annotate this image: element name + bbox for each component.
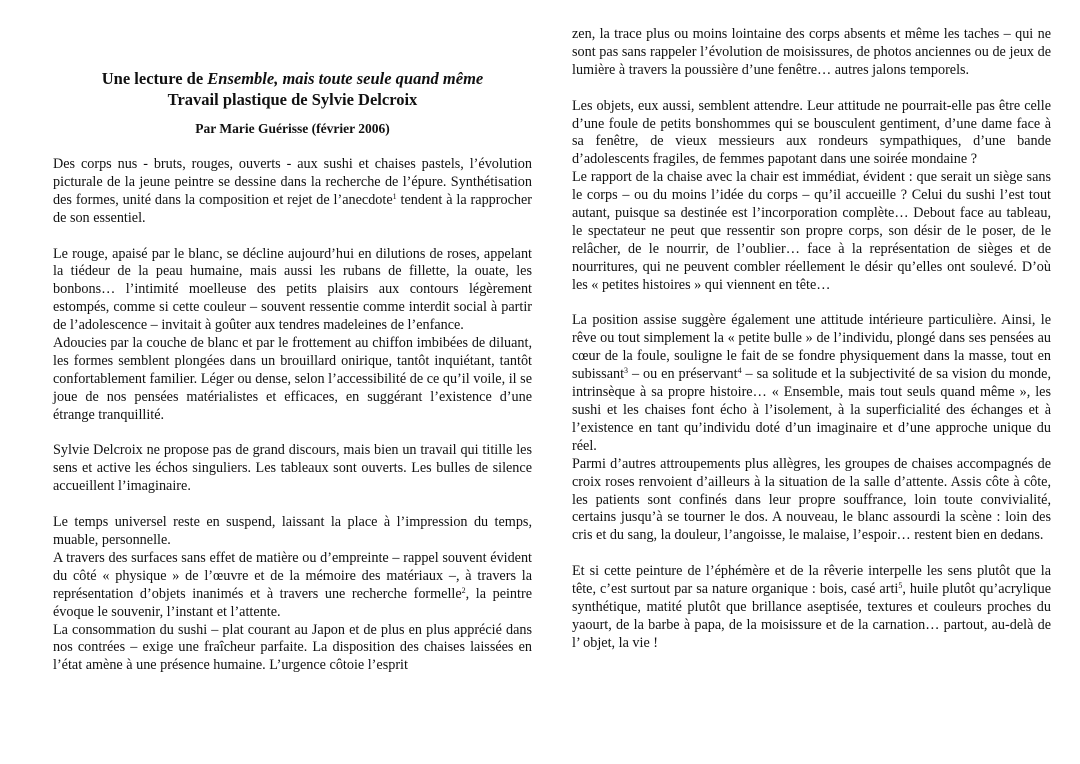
right-paragraph-4: [572, 312, 1051, 455]
left-p6-text: A travers des surfaces sans effet de matière ou d’empreinte – rappel souvent évident du côté « physique » de l’œuvre et de la mémoire des matériaux –, à travers la représentation d’objets inanimés et à travers une recherche formelle: [53, 549, 532, 602]
left-paragraph-5: Le temps universel reste en suspend, laissant la place à l’impression du temps, muable, personnelle.: [53, 514, 532, 548]
right-paragraph-1: zen, la trace plus ou moins lointaine des corps absents et même les taches – qui ne sont pas sans rappeler l’évolution de moisissures, de photos anciennes ou de jeux de lumière à travers la poussière d’une fenêtre… autres jalons temporels.: [572, 26, 1051, 78]
right-p4-text-c: – sa solitude et la subjectivité de sa vision du monde, intrinsèque à sa propre histoire… « Ensemble, mais tout seuls quand même », les sushi et les chaises font écho à l’isolement, à la superficialité des échanges et à l’existence en tant qu’individu doté d’un imaginaire et d’une approche unique du réel.: [572, 366, 1051, 454]
right-paragraph-2: Les objets, eux aussi, semblent attendre. Leur attitude ne pourrait-elle pas être celle d’une foule de petits bonshommes qui se bousculent gentiment, d’une dame face à sa fenêtre, de vieux messieurs aux rondeurs sympathiques, d’une bande d’adolescents fragiles, de femmes papotant dans une soirée mondaine ?: [572, 97, 1051, 168]
right-paragraph-5: Parmi d’autres attroupements plus allègres, les groupes de chaises accompagnés de croix roses renvoient d’ailleurs à la situation de la salle d’attente. Assis côte à côte, les patients sont confinés dans leur propre souffrance, loin toute convivialité, certains jusqu’à se tourner le dos. A nouveau, le blanc assourdi la scène : loin des cris et du sang, la douleur, l’angoisse, le malaise, l’espoir… restent bien en dedans.: [572, 455, 1051, 544]
title-prefix: Une lecture de: [101, 69, 208, 88]
right-column: [572, 0, 1051, 653]
right-p6-text-after: , huile plutôt qu’acrylique synthétique, matité plutôt que brillance aseptisée, textures et couleurs proches du yaourt, de la barbe à papa, de la moisissure et de la carnation… partout, au-delà de l’ objet, la vie !: [572, 581, 1052, 651]
left-paragraph-6: [53, 550, 532, 622]
left-paragraph-3: Adoucies par la couche de blanc et par le frottement au chiffon imbibées de diluant, les formes semblent plongées dans un brouillard onirique, tantôt inquiétant, tantôt confortablement familier. Léger ou dense, selon l’accessibilité de ce qu’il voile, il se joue de nos pensées matérialistes et efficaces, en suggérant l’existence d’une étrange tranquillité.: [53, 335, 532, 423]
footnote-ref-3: 3: [624, 366, 629, 376]
right-paragraph-3: Le rapport de la chaise avec la chair est immédiat, évident : que serait un siège sans le corps – ou du moins l’idée du corps – qu’il accueille ? Celui du sushi l’est tout autant, puisque sa destinée est l’incorporation complète… Debout face au tableau, le spectateur ne peut que ressentir son propre corps, son désir de le poser, de le relâcher, de le nourrir, de l’oublier… face à la représentation de sièges et de nourritures, qui ne peuvent combler réellement le désir qu’elles ont soulevé. D’où les « petites histoires » qui viennent en tête…: [572, 169, 1051, 293]
left-p6-text-after: , la peintre évoque le souvenir, l’instant et l’attente.: [53, 585, 532, 620]
left-p1-text-after: tendent à la rapprocher de son essentiel.: [53, 191, 532, 226]
title-italic-work-name: Ensemble, mais toute seule quand même: [207, 69, 484, 88]
right-p4-text-b: – ou en préservant: [628, 366, 738, 383]
title-line-2: Travail plastique de Sylvie Delcroix: [167, 90, 418, 109]
footnote-ref-5: 5: [898, 581, 903, 591]
footnote-ref-4: 4: [737, 366, 742, 376]
right-paragraph-6: [572, 563, 1051, 653]
footnote-ref-2: 2: [461, 585, 466, 595]
left-paragraph-7: La consommation du sushi – plat courant au Japon et de plus en plus apprécié dans nos contrées – exige une fraîcheur parfaite. La disposition des chaises laissées en l’état amène à une présence humaine. L’urgence côtoie l’esprit: [53, 621, 532, 674]
footnote-ref-1: 1: [392, 191, 397, 201]
left-paragraph-2: Le rouge, apaisé par le blanc, se décline aujourd’hui en dilutions de roses, appelant la tiédeur de la peau humaine, mais aussi les rubans de fillette, la ouate, les bonbons… l’intimité moelleuse des petits plaisirs aux contours légèrement estompés, comme si cette couleur – souvent ressentie comme interdit social à partir de l’adolescence – invitait à goûter aux tendres madeleines de l’enfance.: [53, 245, 532, 334]
left-column: [53, 0, 532, 675]
left-p1-text: Des corps nus - bruts, rouges, ouverts - aux sushi et chaises pastels, l’évolution picturale de la jeune peintre se dessine dans la recherche de l’épure. Synthétisation des formes, unité dans la composition et rejet de l’anecdote: [53, 156, 532, 208]
title-line-1: [53, 68, 532, 89]
byline: Par Marie Guérisse (février 2006): [195, 121, 390, 136]
left-paragraph-1: [53, 156, 532, 228]
right-p4-text-a: La position assise suggère également une attitude intérieure particulière. Ainsi, le rêve ou tout simplement la « petite bulle » de l’individu, plongé dans ses pensées au cœur de la foule, souligne le fait de se fondre physiquement dans la masse, tout en subissant: [572, 312, 1051, 383]
right-p6-text: Et si cette peinture de l’éphémère et de la rêverie interpelle les sens plutôt que la tête, c’est surtout par sa nature organique : bois, casé arti: [572, 563, 1051, 598]
left-paragraph-4: Sylvie Delcroix ne propose pas de grand discours, mais bien un travail qui titille les sens et active les échos singuliers. Les tableaux sont ouverts. Les bulles de silence accueillent l’imaginaire.: [53, 442, 532, 495]
